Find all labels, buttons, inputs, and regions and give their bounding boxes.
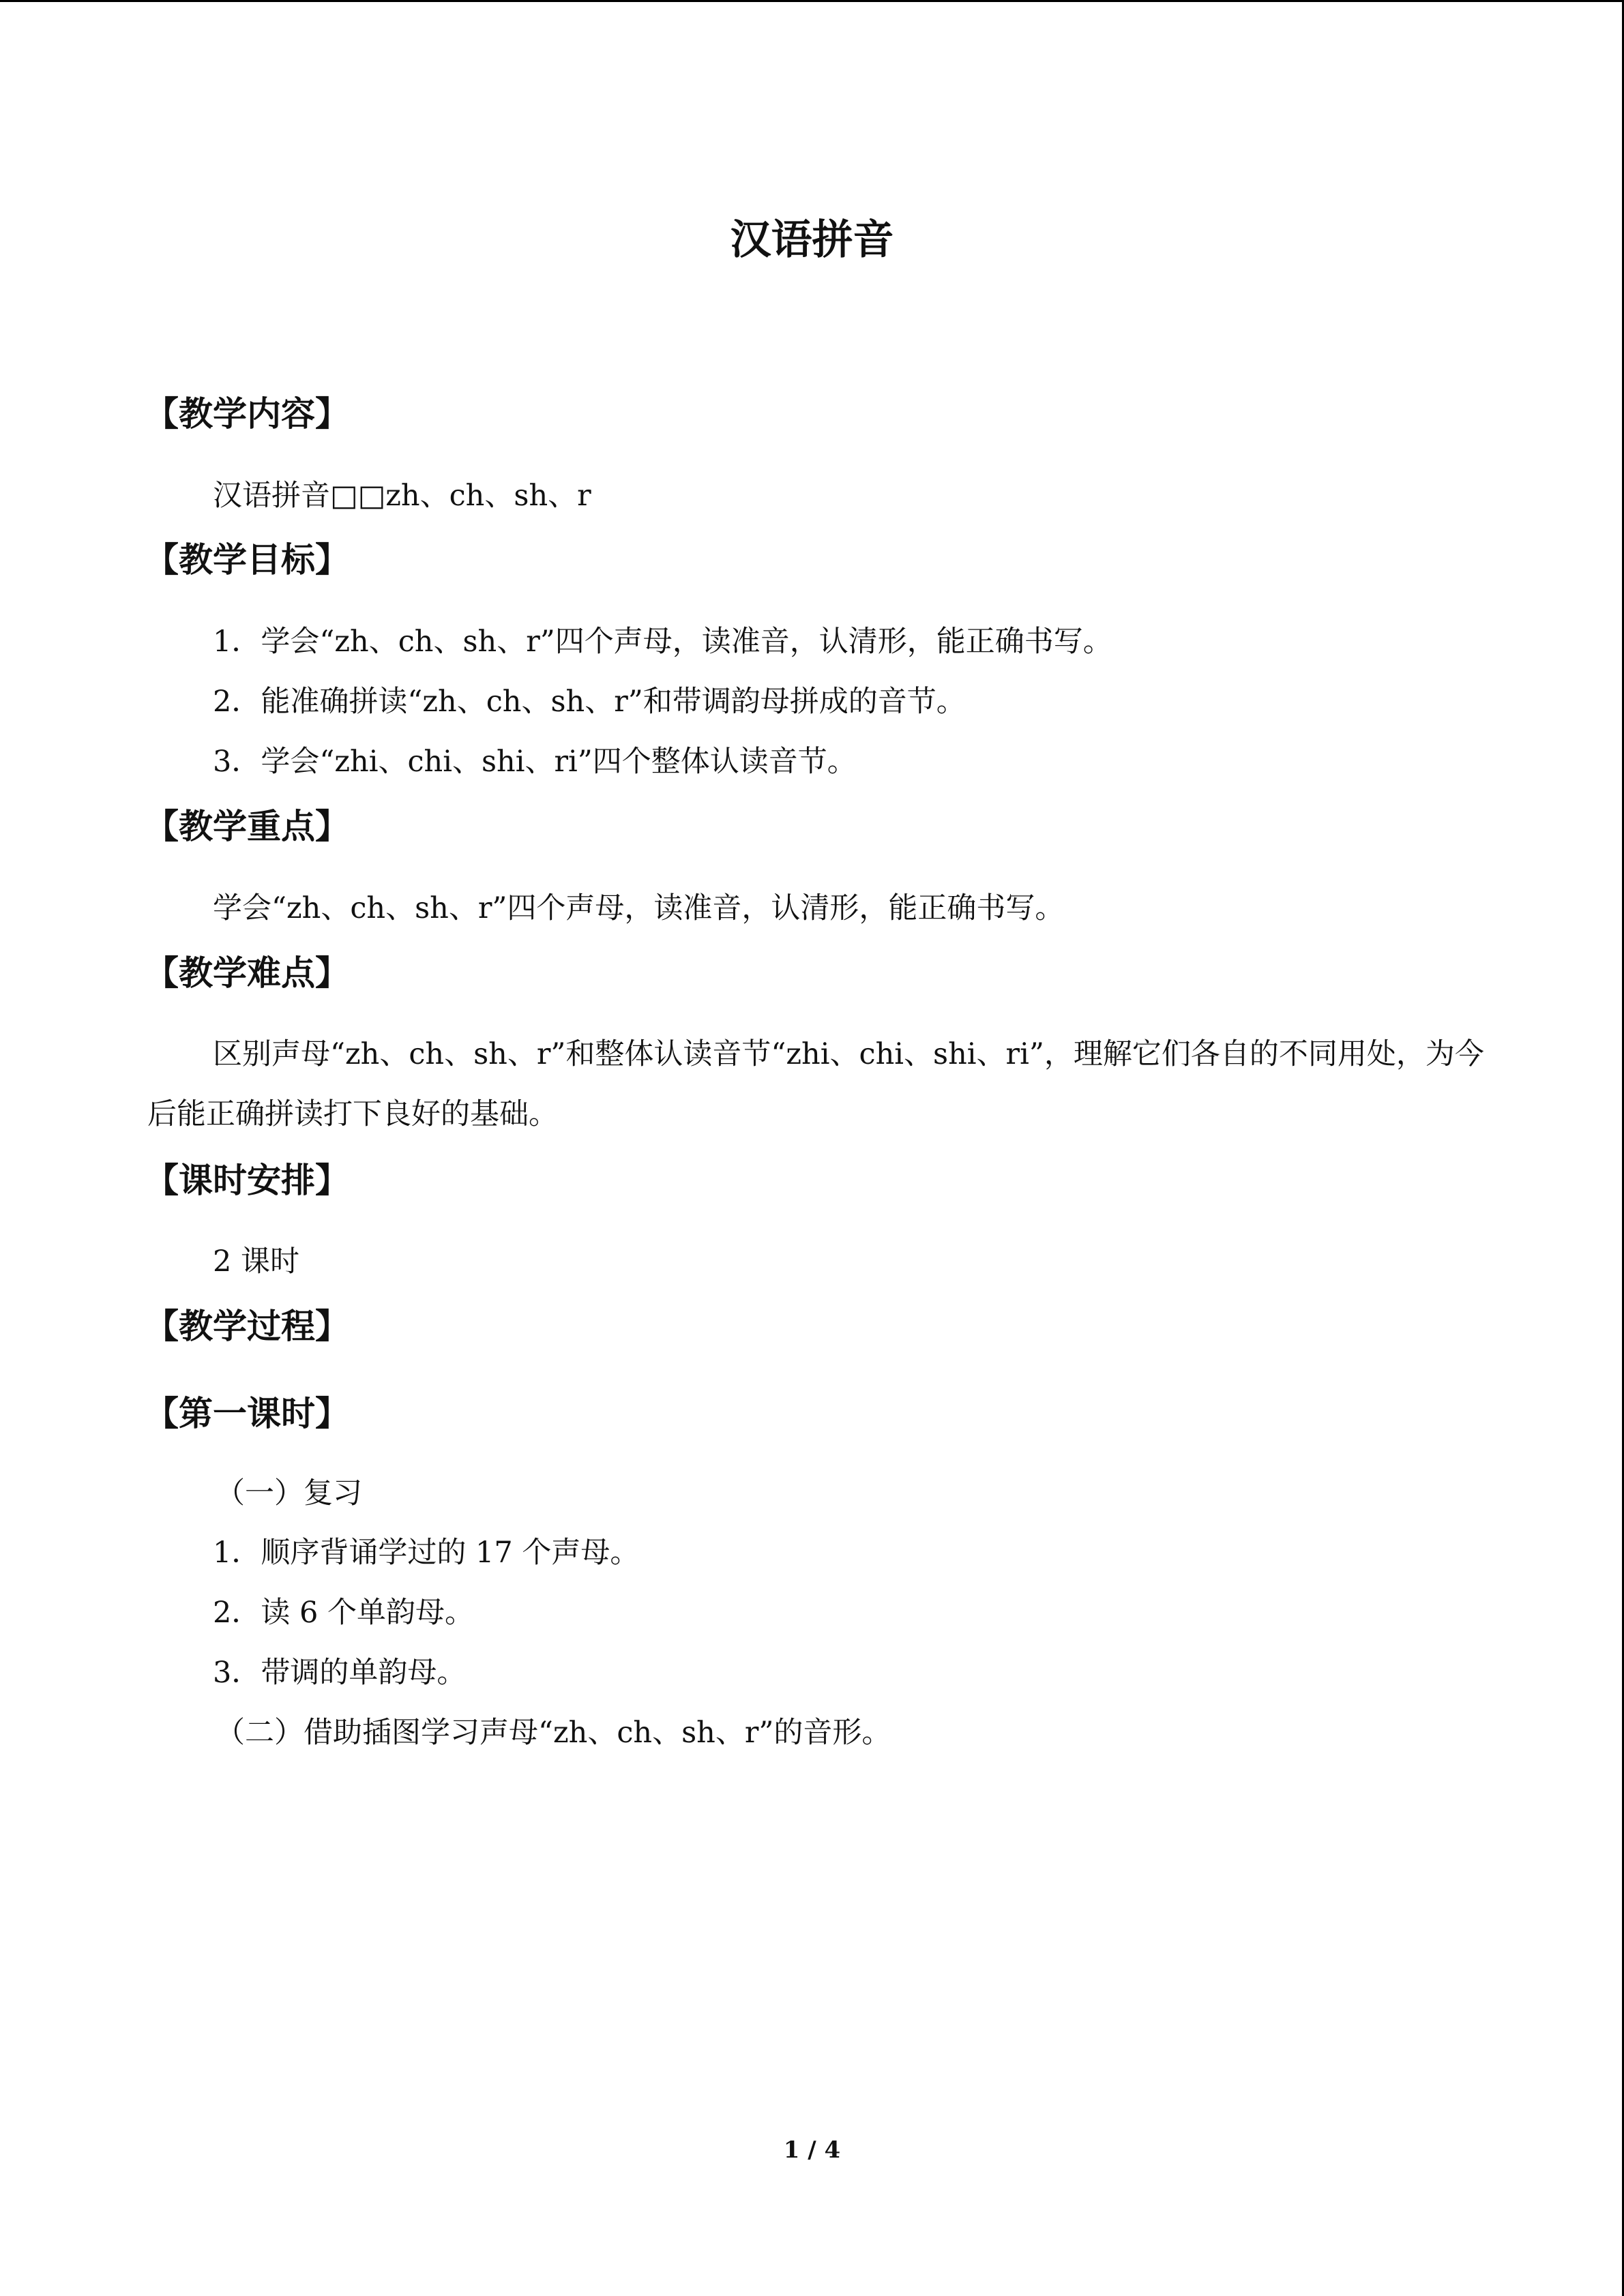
heading-difficulties: 【教学难点】 (145, 953, 349, 993)
heading-teaching-content: 【教学内容】 (145, 394, 349, 434)
goal-item-2: 2．能准确拼读“zh、ch、sh、r”和带调韵母拼成的音节。 (213, 685, 966, 719)
goal-item-1: 1．学会“zh、ch、sh、r”四个声母，读准音，认清形，能正确书写。 (213, 625, 1112, 659)
heading-first-lesson: 【第一课时】 (145, 1394, 349, 1433)
heading-teaching-process: 【教学过程】 (145, 1307, 349, 1346)
document-title: 汉语拼音 (730, 216, 894, 264)
review-item-1: 1．顺序背诵学过的 17 个声母。 (213, 1536, 640, 1570)
heading-key-points: 【教学重点】 (145, 807, 349, 846)
schedule-text: 2 课时 (213, 1244, 300, 1279)
difficulties-text: 区别声母“zh、ch、sh、r”和整体认读音节“zhi、chi、shi、ri”，理解它们各自的不同用处，为今后能正确拼读打下良好的基础。 (147, 1037, 1484, 1131)
step-two-text: （二）借助插图学习声母“zh、ch、sh、r”的音形。 (216, 1716, 891, 1750)
teaching-content-text: 汉语拼音□□zh、ch、sh、r (213, 479, 591, 513)
heading-schedule: 【课时安排】 (145, 1161, 349, 1200)
review-title: （一）复习 (216, 1476, 362, 1510)
review-item-3: 3．带调的单韵母。 (213, 1656, 467, 1690)
page-top-border (0, 0, 1624, 2)
goal-item-3: 3．学会“zhi、chi、shi、ri”四个整体认读音节。 (213, 745, 857, 779)
heading-teaching-goals: 【教学目标】 (145, 540, 349, 580)
review-item-2: 2．读 6 个单韵母。 (213, 1596, 475, 1630)
page-number: 1 / 4 (783, 2136, 841, 2164)
key-points-text: 学会“zh、ch、sh、r”四个声母，读准音，认清形，能正确书写。 (213, 891, 1065, 925)
